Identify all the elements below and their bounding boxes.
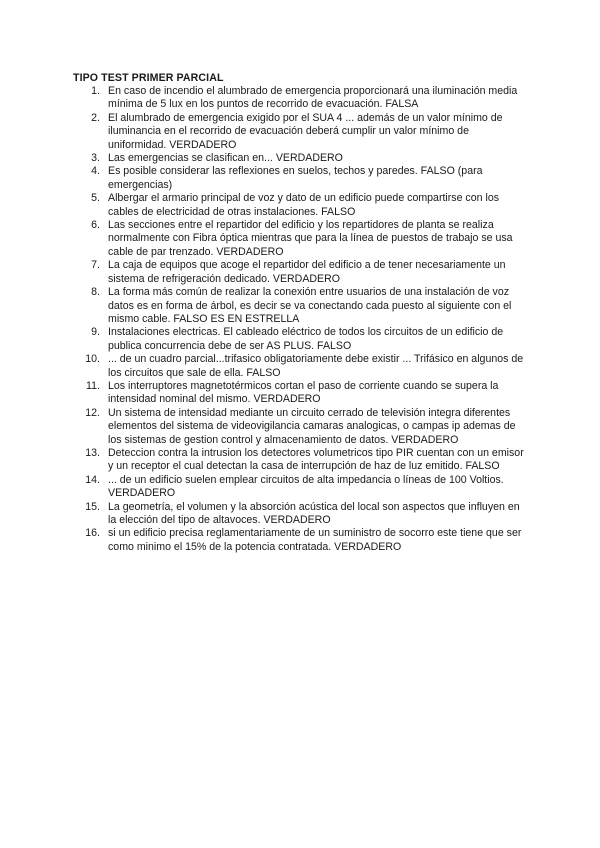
question-text: ... de un cuadro parcial...trifasico obligatoriamente debe existir ... Trifásico en algunos de los circuitos que sale de ella. FALSO <box>108 353 524 379</box>
question-text: Un sistema de intensidad mediante un circuito cerrado de televisión integra diferentes elementos del sistema de videovigilancia camaras analogicas, o campas ip ademas de los sistemas de gestion control y almacenamiento de datos. VERDADERO <box>108 406 516 446</box>
question-number: 15. <box>85 500 100 513</box>
question-item <box>73 286 530 326</box>
question-text: El alumbrado de emergencia exigido por el SUA 4 ... además de un valor mínimo de iluminancia en el recorrido de evacuación deberá cumplir un valor mínimo de uniformidad. VERDADERO <box>108 111 503 151</box>
question-number: 1. <box>91 85 100 97</box>
question-text: Instalaciones electricas. El cableado eléctrico de todos los circuitos de un edificio de publica concurrencia debe de ser AS PLUS. FALSO <box>108 326 504 352</box>
question-number: 8. <box>91 286 100 299</box>
question-text: Deteccion contra la intrusion los detectores volumetricos tipo PIR cuentan con un emisor y un receptor el cual detectan la casa de interrupción de haz de luz emitido. FALSO <box>108 446 524 473</box>
question-number: 2. <box>91 111 100 124</box>
question-item <box>73 112 530 152</box>
question-item <box>73 474 530 501</box>
question-text: ... de un edificio suelen emplear circuitos de alta impedancia o líneas de 100 Voltios. VERDADERO <box>108 473 504 500</box>
question-item <box>73 353 530 380</box>
question-item <box>73 152 530 165</box>
question-text: La caja de equipos que acoge el repartidor del edificio a de tener necesariamente un sistema de refrigeración dedicado. VERDADERO <box>108 259 506 285</box>
question-item <box>73 85 530 112</box>
question-text: Los interruptores magnetotérmicos cortan el paso de corriente cuando se supera la intensidad nominal del mismo. VERDADERO <box>108 379 499 406</box>
question-number: 5. <box>91 192 100 205</box>
question-text: La geometría, el volumen y la absorción acústica del local son aspectos que influyen en la elección del tipo de altavoces. VERDADERO <box>108 500 520 526</box>
question-number: 10. <box>85 353 100 366</box>
question-item <box>73 192 530 219</box>
question-text: Es posible considerar las reflexiones en suelos, techos y paredes. FALSO (para emergencias) <box>108 165 483 191</box>
question-text: Las emergencias se clasifican en... VERDADERO <box>108 152 343 165</box>
question-number: 12. <box>85 406 100 419</box>
question-text: En caso de incendio el alumbrado de emergencia proporcionará una iluminación media mínima de 5 lux en los puntos de recorrido de evacuación. FALSA <box>108 85 518 111</box>
question-number: 3. <box>91 152 100 165</box>
question-item <box>73 447 530 474</box>
question-number: 4. <box>91 165 100 178</box>
question-item <box>73 259 530 286</box>
question-number: 6. <box>91 219 100 232</box>
question-number: 13. <box>85 446 100 459</box>
question-item <box>73 407 530 447</box>
question-number: 11. <box>86 379 100 392</box>
question-number: 16. <box>85 527 100 540</box>
question-item <box>73 165 530 192</box>
question-item <box>73 380 530 407</box>
question-item <box>73 219 530 259</box>
document-title: TIPO TEST PRIMER PARCIAL <box>73 72 224 84</box>
question-list <box>73 85 530 554</box>
question-number: 7. <box>91 259 100 272</box>
question-text: Las secciones entre el repartidor del edificio y los repartidores de planta se realiza normalmente con Fibra óptica mientras que para la línea de puestos de trabajo se usa cable de par trenzado. VERDADERO <box>108 219 513 258</box>
question-text: La forma más común de realizar la conexión entre usuarios de una instalación de voz datos es en forma de árbol, es decir se va conectando cada puesto al siguiente con el mismo cable. FALSO ES EN ESTRELLA <box>108 286 512 325</box>
question-text: Albergar el armario principal de voz y dato de un edificio puede compartirse con los cables de electricidad de otras instalaciones. FALSO <box>108 192 500 218</box>
question-text: si un edificio precisa reglamentariamente de un suministro de socorro este tiene que ser como minimo el 15% de la potencia contratada. VERDADERO <box>108 527 522 553</box>
question-number: 14. <box>85 473 100 486</box>
question-item <box>73 501 530 528</box>
question-item <box>73 326 530 353</box>
question-item <box>73 527 530 554</box>
question-number: 9. <box>91 326 100 339</box>
